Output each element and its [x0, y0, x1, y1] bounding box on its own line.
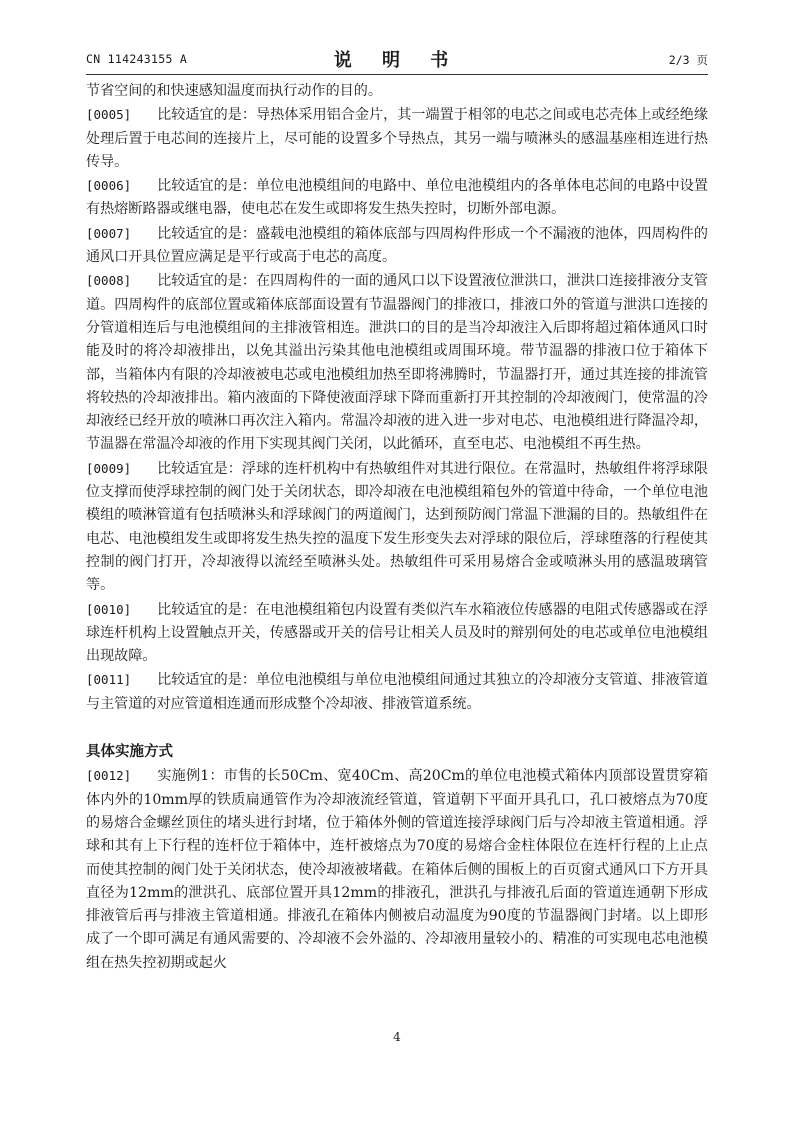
document-title: 说 明 书: [333, 50, 461, 71]
paragraph-number: [0006]: [86, 178, 132, 194]
paragraph-0005: [86, 103, 708, 174]
paragraph-number: [0005]: [86, 107, 132, 123]
paragraph-number: [0008]: [86, 273, 132, 289]
document-body: [86, 80, 708, 975]
paragraph-0008: [86, 269, 708, 456]
paragraph-text: 比较适宜的是：导热体采用铝合金片，其一端置于相邻的电芯之间或电芯壳体上或经绝缘处理后置于电芯间的连接片上，尽可能的设置多个导热点，其另一端与喷淋头的感温基座相连进行热传导。: [86, 107, 708, 170]
paragraph-continuation: [86, 80, 708, 103]
page-number: 4: [393, 1030, 401, 1044]
page-indicator: 2/3 页: [668, 53, 708, 67]
paragraph-text: 实施例1：市售的长50Cm、宽40Cm、高20Cm的单位电池模式箱体内顶部设置贯穿箱体内外的10mm厚的铁质扁通管作为冷却液流经管道，管道朝下平面开具孔口，孔口被熔点为70度的易熔合金螺丝顶住的堵头进行封堵，位于箱体外侧的管道连接浮球阀门后与冷却液主管道相通。浮球和其有上下行程的连杆位于箱体中，连杆被熔点为70度的易熔合金柱体限位在连杆行程的上止点而使其控制的阀门处于关闭状态，使冷却液被堵截。在箱体后侧的围板上的百页窗式通风口下方开具直径为12mm的泄洪孔、底部位置开具12mm的排液孔，泄洪孔与排液孔后面的管道连通朝下形成排液管后再与排液主管道相通。排液孔在箱体内侧被启动温度为90度的节温器阀门封堵。以上即形成了一个即可满足有通风需要的、冷却液不会外溢的、冷却液用量较小的、精准的可实现电芯电池模组在热失控初期或起火: [86, 768, 708, 971]
paragraph-number: [0010]: [86, 601, 132, 617]
paragraph-number: [0007]: [86, 225, 132, 241]
paragraph-number: [0009]: [86, 460, 132, 476]
paragraph-number: [0012]: [86, 768, 132, 784]
paragraph-0011: [86, 668, 708, 716]
paragraph-text: 比较适宜的是：单位电池模组与单位电池模组间通过其独立的冷却液分支管道、排液管道与主管道的对应管道相连通而形成整个冷却液、排液管道系统。: [86, 672, 708, 712]
paragraph-0009: [86, 457, 708, 598]
section-heading: 具体实施方式: [86, 744, 173, 761]
paragraph-text: 比较适宜是：浮球的连杆机构中有热敏组件对其进行限位。在常温时，热敏组件将浮球限位支撑而使浮球控制的阀门处于关闭状态，即冷却液在电池模组箱包外的管道中待命，一个单位电池模组的喷淋管道有包括喷淋头和浮球阀门的两道阀门，达到预防阀门常温下泄漏的目的。热敏组件在电芯、电池模组发生或即将发生热失控的温度下发生形变失去对浮球的限位后，浮球堕落的行程使其控制的阀门打开，冷却液得以流经至喷淋头处。热敏组件可采用易熔合金或喷淋头用的感温玻璃管等。: [86, 460, 708, 594]
paragraph-0012: [86, 764, 708, 975]
patent-number: CN 114243155 A: [86, 52, 188, 66]
page-header: [86, 46, 708, 75]
paragraph-text: 比较适宜的是：在四周构件的一面的通风口以下设置液位泄洪口，泄洪口连接排液分支管道。四周构件的底部位置或箱体底部面设置有节温器阀门的排液口，排液口外的管道与泄洪口连接的分管道相连后与电池模组间的主排液管相连。泄洪口的目的是当冷却液注入后即将超过箱体通风口时能及时的将冷却液排出，以免其溢出污染其他电池模组或周围环境。带节温器的排液口位于箱体下部，当箱体内有限的冷却液被电芯或电池模组加热至即将沸腾时，节温器打开，通过其连接的排流管将较热的冷却液排出。箱内液面的下降使液面浮球下降而重新打开其控制的冷却液阀门，使常温的冷却液经已经开放的喷淋口再次注入箱内。常温冷却液的进入进一步对电芯、电池模组进行降温冷却，节温器在常温冷却液的作用下实现其阀门关闭，以此循环，直至电芯、电池模组不再生热。: [86, 273, 708, 453]
paragraph-text: 比较适宜的是：在电池模组箱包内设置有类似汽车水箱液位传感器的电阻式传感器或在浮球连杆机构上设置触点开关，传感器或开关的信号让相关人员及时的辩别何处的电芯或单位电池模组出现故障。: [86, 601, 708, 665]
paragraph-text: 比较适宜的是：单位电池模组间的电路中、单位电池模组内的各单体电芯间的电路中设置有热熔断路器或继电器，使电芯在发生或即将发生热失控时，切断外部电源。: [86, 178, 708, 218]
paragraph-text: 比较适宜的是：盛载电池模组的箱体底部与四周构件形成一个不漏液的池体，四周构件的通风口开具位置应满足是平行或高于电芯的高度。: [86, 225, 708, 266]
paragraph-0007: [86, 222, 708, 270]
paragraph-0010: [86, 598, 708, 669]
paragraph-text: 节省空间的和快速感知温度而执行动作的目的。: [86, 83, 382, 99]
paragraph-0006: [86, 174, 708, 222]
paragraph-number: [0011]: [86, 672, 132, 688]
